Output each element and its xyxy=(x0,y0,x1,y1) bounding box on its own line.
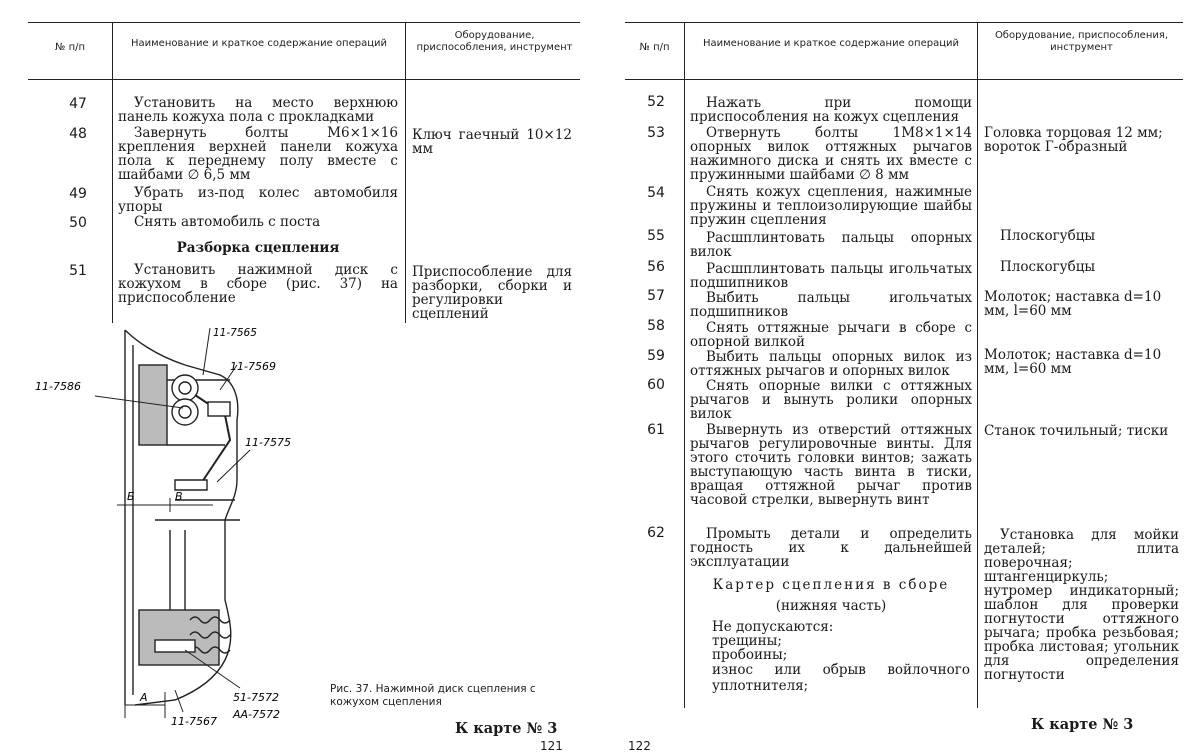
operation-text: Снять кожух сцепления, нажимные пружины и теплоизолирующие шайбы пружин сцепления xyxy=(690,184,972,228)
column-divider xyxy=(405,22,406,323)
row-number: 50 xyxy=(69,215,87,231)
subsection-subtitle: (нижняя часть) xyxy=(775,598,887,614)
dimension-label: А xyxy=(140,691,148,704)
part-label: 11-7569 xyxy=(230,360,276,373)
header-name: Наименование и краткое содержание операций xyxy=(130,38,388,49)
part-label: 11-7565 xyxy=(213,327,257,339)
tool-text: Ключ гаечный 10×12 мм xyxy=(412,127,572,157)
column-divider xyxy=(684,22,685,708)
operation-text: Установить нажимной диск с кожухом в сборе (рис. 37) на приспособление xyxy=(118,262,398,306)
operation-text: Расшплинтовать пальцы опорных вилок xyxy=(690,230,972,260)
row-number: 59 xyxy=(647,348,665,364)
not-allowed-title: Не допускаются: xyxy=(712,619,834,635)
row-number: 49 xyxy=(69,186,87,202)
operation-text: Снять опорные вилки с оттяжных рычагов и вынуть ролики опорных вилок xyxy=(690,378,972,422)
operation-text: Снять автомобиль с поста xyxy=(134,214,321,230)
part-label: 11-7567 xyxy=(171,715,217,728)
table-top-rule xyxy=(28,22,580,23)
row-number: 48 xyxy=(69,126,87,142)
dimension-label: В xyxy=(175,490,183,503)
subsection-title: Картер сцепления в сборе xyxy=(712,577,950,593)
dimension-label: Б xyxy=(127,490,135,503)
section-title: Разборка сцепления xyxy=(176,240,340,256)
tool-text: Установка для мойки деталей; плита поверочная; штангенциркуль; нутромер индикаторный; шаблон для проверки погнутости оттяжного рычага; пробка резьбовая; пробка листовая; угольник для определения погнутости xyxy=(984,527,1179,683)
row-number: 58 xyxy=(647,318,665,334)
page-number: 121 xyxy=(540,739,563,753)
table-header-rule xyxy=(625,79,1183,80)
row-number: 61 xyxy=(647,422,665,438)
clutch-pressure-disc-figure xyxy=(25,320,325,730)
part-label: АА-7572 xyxy=(233,708,281,721)
right-page xyxy=(600,0,1200,753)
row-number: 52 xyxy=(647,94,665,110)
page-footer: К карте № 3 xyxy=(1031,716,1134,733)
operation-text: Снять оттяжные рычаги в сборе с опорной вилкой xyxy=(690,320,972,350)
part-label: 11-7586 xyxy=(35,380,81,393)
row-number: 60 xyxy=(647,377,665,393)
column-divider xyxy=(977,22,978,708)
tool-text: Станок точильный; тиски xyxy=(984,423,1169,439)
operation-text: Промыть детали и определить годность их к дальнейшей эксплуатации xyxy=(690,526,972,570)
column-divider xyxy=(112,22,113,323)
operation-text: Завернуть болты М6×1×16 крепления верхней панели кожуха пола к переднему полу вместе с шайбами ∅ 6,5 мм xyxy=(118,125,398,183)
tool-text: Приспособление для разборки, сборки и регулировки сцеплений xyxy=(412,264,572,322)
tool-text: Молоток; наставка d=10 мм, l=60 мм xyxy=(984,347,1162,377)
part-label: 51-7572 xyxy=(233,691,279,704)
row-number: 57 xyxy=(647,288,665,304)
row-number: 47 xyxy=(69,96,87,112)
row-number: 51 xyxy=(69,263,87,279)
tool-text: Плоскогубцы xyxy=(1000,259,1096,275)
operation-text: Вывернуть из отверстий оттяжных рычагов регулировочные винты. Для этого сточить головки винтов; зажать выступающую часть винта в тиски, вращая оттяжной рычаг против часовой стрелки, вывернуть винт xyxy=(690,422,972,508)
operation-text: Установить на место верхнюю панель кожуха пола с прокладками xyxy=(118,95,398,125)
defect-item: износ или обрыв войлочного уплотнителя; xyxy=(712,662,970,694)
tool-text: Головка торцовая 12 мм; вороток Г-образный xyxy=(984,125,1163,155)
header-name: Наименование и краткое содержание операций xyxy=(702,38,960,49)
operation-text: Выбить пальцы опорных вилок из оттяжных рычагов и опорных вилок xyxy=(690,349,972,379)
header-tools: Оборудование, приспособления, инструмент xyxy=(416,30,573,53)
defect-item: трещины; xyxy=(712,633,782,649)
operation-text: Отвернуть болты 1М8×1×14 опорных вилок оттяжных рычагов нажимного диска и снять их вместе с пружинными шайбами ∅ 8 мм xyxy=(690,125,972,183)
operation-text: Выбить пальцы игольчатых подшипников xyxy=(690,290,972,320)
header-tools: Оборудование, приспособления, инструмент xyxy=(994,30,1169,53)
page-number: 122 xyxy=(628,739,651,753)
operation-text: Убрать из-под колес автомобиля упоры xyxy=(118,185,398,215)
header-num: № п/п xyxy=(639,42,670,53)
row-number: 54 xyxy=(647,185,665,201)
row-number: 62 xyxy=(647,525,665,541)
figure-caption: Рис. 37. Нажимной диск сцепления с кожухом сцепления xyxy=(330,683,536,708)
tool-text: Молоток; наставка d=10 мм, l=60 мм xyxy=(984,289,1162,319)
part-label: 11-7575 xyxy=(245,436,291,449)
header-num: № п/п xyxy=(54,42,86,53)
defect-item: пробоины; xyxy=(712,647,788,663)
page-footer: К карте № 3 xyxy=(455,720,558,737)
row-number: 55 xyxy=(647,228,665,244)
table-top-rule xyxy=(625,22,1183,23)
operation-text: Нажать при помощи приспособления на кожух сцепления xyxy=(690,95,972,125)
operation-text: Расшплинтовать пальцы игольчатых подшипников xyxy=(690,261,972,291)
table-header-rule xyxy=(28,79,580,80)
row-number: 56 xyxy=(647,259,665,275)
row-number: 53 xyxy=(647,125,665,141)
tool-text: Плоскогубцы xyxy=(1000,228,1096,244)
